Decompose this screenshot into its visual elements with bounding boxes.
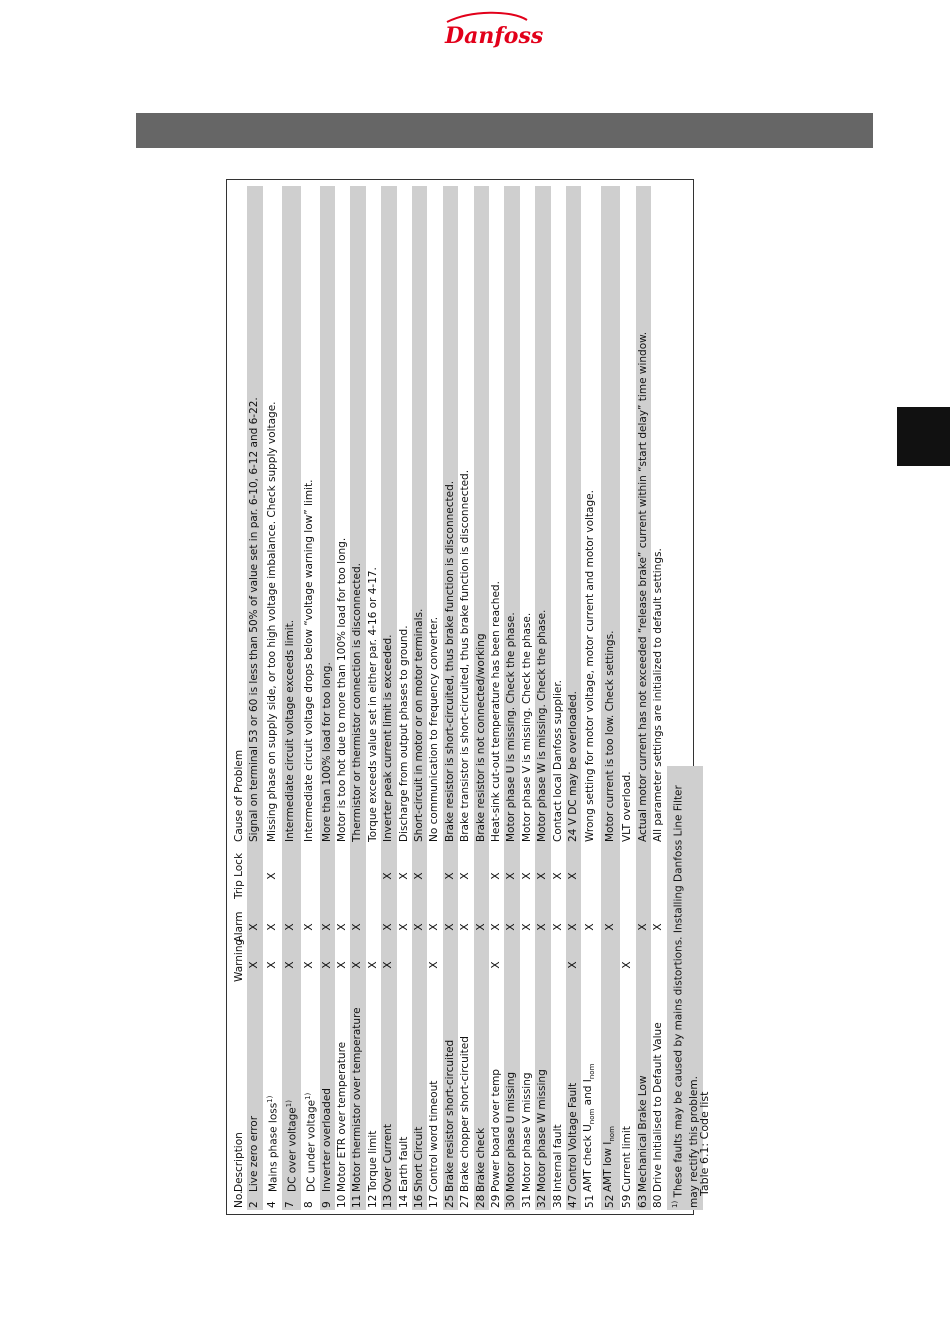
header-trip-lock: Trip Lock [233,852,245,900]
row-no: 63 [636,1194,651,1210]
row-no: 16 [412,1194,427,1210]
description-text: Earth fault [397,1136,410,1192]
row-description [412,984,427,1194]
row-warning-mark [397,946,412,984]
row-alarm-mark [366,908,381,946]
row-cause: Torque exceeds value set in either par. 4-16 or 4-17. [366,567,379,842]
row-alarm-mark: X [282,908,301,946]
danfoss-logo [441,12,544,52]
row-cause: No communication to frequency converter. [428,616,441,842]
table-row [247,186,262,1210]
row-warning-mark [551,946,566,984]
row-no: 30 [504,1194,519,1210]
row-warning-mark: X [366,961,379,969]
row-warning-mark: X [320,946,335,984]
row-trip-lock-mark: X [443,844,458,908]
row-alarm-mark: X [636,908,651,946]
table-row [620,186,635,1210]
table-row [397,186,412,1210]
row-cause: All parameter settings are initialized to default settings. [652,548,665,842]
row-no: 10 [335,1194,348,1208]
header-alarm: Alarm [233,911,245,943]
table-row [551,186,566,1210]
table-caption: Table 6.1: Code list [698,1091,711,1196]
row-alarm-mark: X [412,908,427,946]
row-no: 7 [282,1194,301,1210]
description-text: Motor thermistor over temperature [351,1007,364,1192]
row-warning-mark [412,946,427,984]
row-cause: Motor is too hot due to more than 100% load for too long. [335,537,348,842]
row-warning-mark [651,946,666,984]
row-no: 52 [601,1194,621,1210]
row-description [320,984,335,1194]
row-description [366,984,381,1194]
description-text: DC under voltage [305,1099,318,1192]
row-no: 9 [320,1194,335,1210]
row-cause: Contact local Danfoss supplier. [551,679,564,842]
row-description [620,984,635,1194]
table-row [581,186,601,1210]
row-no: 4 [265,1201,278,1208]
row-alarm-mark: X [652,923,665,931]
row-warning-mark: X [282,946,301,984]
row-description [397,984,412,1194]
row-cause: VLT overload. [621,771,634,842]
row-alarm-mark: X [601,908,621,946]
table-row [504,186,519,1210]
row-trip-lock-mark [474,844,489,908]
row-cause: Motor current is too low. Check settings. [601,186,621,844]
row-trip-lock-mark: X [490,872,502,880]
row-cause: Motor phase W is missing. Check the phase. [535,186,550,844]
description-text: AMT check U [582,1124,595,1192]
row-description [427,984,442,1194]
row-description [535,984,550,1194]
row-warning-mark [443,946,458,984]
row-description [566,984,581,1194]
row-warning-mark [504,946,519,984]
row-alarm-mark: X [551,923,564,931]
row-no: 80 [652,1194,665,1208]
row-alarm-mark: X [520,923,533,931]
row-alarm-mark: X [350,908,365,946]
row-trip-lock-mark [620,844,635,908]
row-no: 14 [397,1194,410,1208]
table-row [263,186,282,1210]
row-no: 59 [621,1194,634,1208]
row-trip-lock-mark: X [381,844,396,908]
row-warning-mark [520,946,535,984]
table-row [412,186,427,1210]
row-description [381,984,396,1194]
row-description [282,984,301,1194]
row-cause: Intermediate circuit voltage drops below “voltage warning low” limit. [303,479,316,842]
row-no: 2 [247,1194,262,1210]
description-text: Brake chopper short-circuited [459,1036,472,1192]
row-trip-lock-mark [320,844,335,908]
row-trip-lock-mark: X [520,872,533,880]
row-alarm-mark: X [535,908,550,946]
row-description [350,984,365,1194]
description-text: Drive Initialised to Default Value [652,1022,665,1192]
row-alarm-mark: X [397,923,410,931]
table-row [636,186,651,1210]
description-sub1: nom [588,1108,597,1125]
header-warning: Warning [233,938,245,982]
row-trip-lock-mark [427,844,442,908]
table-row [489,186,504,1210]
row-warning-mark: X [247,946,262,984]
row-warning-mark: X [566,946,581,984]
code-list-table-container [232,186,700,1210]
row-alarm-mark: X [335,923,348,931]
row-warning-mark: X [265,961,278,969]
row-trip-lock-mark: X [265,872,278,880]
row-cause: Heat-sink cut-out temperature has been reached. [490,581,502,842]
table-row [381,186,396,1210]
row-trip-lock-mark [301,844,320,908]
row-alarm-mark: X [566,908,581,946]
table-row [566,186,581,1210]
row-cause: Brake resistor is not connected/working [474,186,489,844]
row-warning-mark: X [490,961,502,969]
description-text: Over Current [382,1123,395,1192]
row-no: 11 [350,1194,365,1210]
row-alarm-mark: X [443,908,458,946]
row-cause: Motor phase V is missing. Check the phase. [520,612,533,842]
row-description [301,984,320,1194]
row-warning-mark [458,946,473,984]
row-cause: Brake resistor is short-circuited, thus brake function is disconnected. [443,186,458,844]
row-alarm-mark: X [303,923,316,931]
table-row [535,186,550,1210]
row-warning-mark [581,946,601,984]
row-no: 12 [366,1194,379,1208]
row-trip-lock-mark: X [566,844,581,908]
row-no: 28 [474,1194,489,1210]
description-text: Power board over temp [490,1069,502,1192]
row-trip-lock-mark [335,844,350,908]
table-header-row [232,186,247,1210]
row-trip-lock-mark [350,844,365,908]
row-no: 27 [459,1194,472,1208]
row-no: 31 [520,1194,533,1208]
table-row [458,186,473,1210]
row-warning-mark: X [350,946,365,984]
row-cause: Brake transistor is short-circuited, thus brake function is disconnected. [459,469,472,842]
description-text: Brake resistor short-circuited [443,1039,456,1192]
row-no: 47 [566,1194,581,1210]
header-no: No. [233,1190,245,1208]
row-description [247,984,262,1194]
table-row [443,186,458,1210]
footnote-text: These faults may be caused by mains distortions. Installing Danfoss Line Filter may rectify this problem. [672,785,700,1208]
row-cause: Wrong setting for motor voltage, motor current and motor voltage. [584,490,597,842]
row-warning-mark: X [335,961,348,969]
row-cause: Thermistor or thermistor connection is disconnected. [350,186,365,844]
row-cause: Discharge from output phases to ground. [397,625,410,842]
table-row [335,186,350,1210]
row-cause: Intermediate circuit voltage exceeds limit. [282,186,301,844]
row-trip-lock-mark [581,844,601,908]
row-description [520,984,535,1194]
table-row [427,186,442,1210]
row-description [601,984,621,1194]
chapter-tab [897,407,950,466]
description-text: Live zero error [248,1115,261,1192]
row-alarm-mark: X [428,923,441,931]
description-text: Inverter overloaded [320,1088,333,1192]
row-cause: Inverter peak current limit is exceeded. [381,186,396,844]
table-row [320,186,335,1210]
table-row [282,186,301,1210]
row-warning-mark [636,946,651,984]
row-warning-mark: X [428,961,441,969]
description-text: DC over voltage [286,1107,299,1192]
description-text: Control Voltage Fault [567,1082,580,1192]
description-text: Motor phase U missing [505,1071,518,1192]
row-trip-lock-mark [282,844,301,908]
row-trip-lock-mark: X [504,844,519,908]
header-cause: Cause of Problem [233,749,245,842]
row-cause: 24 V DC may be overloaded. [566,186,581,844]
row-alarm-mark: X [504,908,519,946]
row-trip-lock-mark: X [412,844,427,908]
section-header-bar [136,113,873,148]
row-cause: Signal on terminal 53 or 60 is less than 50% of value set in par. 6-10, 6-12 and 6-22. [247,186,262,844]
row-no: 25 [443,1194,458,1210]
description-text: Control word timeout [428,1080,441,1192]
row-description [335,984,350,1194]
row-alarm-mark: X [474,908,489,946]
row-cause: Motor phase U is missing. Check the phase. [504,186,519,844]
row-cause: Actual motor current has not exceeded “release brake” current within “start delay” time window. [636,186,651,844]
description-sup: 1) [265,1095,274,1103]
row-trip-lock-mark [651,844,666,908]
row-description [489,984,504,1194]
row-trip-lock-mark: X [459,872,472,880]
row-alarm-mark: X [490,923,502,931]
description-sub1: nom [608,1126,617,1142]
row-description [581,984,601,1194]
description-text: Brake check [474,1127,487,1192]
row-cause: More than 100% load for too long. [320,186,335,844]
row-trip-lock-mark: X [535,844,550,908]
footnote-mark: 1) [670,1200,679,1208]
description-text: AMT low I [601,1141,614,1192]
row-no: 8 [303,1201,316,1208]
row-alarm-mark [620,908,635,946]
row-trip-lock-mark [601,844,621,908]
table-row [601,186,621,1210]
description-text: Torque limit [366,1130,379,1192]
row-description [458,984,473,1194]
description-sup: 1) [284,1100,293,1108]
row-warning-mark [601,946,621,984]
description-text: Current limit [621,1126,634,1192]
description-sub2: nom [588,1063,597,1080]
description-text: Mains phase loss [267,1102,280,1192]
table-row [474,186,489,1210]
row-alarm-mark: X [247,908,262,946]
row-trip-lock-mark [247,844,262,908]
description-sup: 1) [303,1092,312,1100]
description-text: Internal fault [551,1124,564,1192]
row-no: 38 [551,1194,564,1208]
row-description [263,984,282,1194]
row-no: 29 [490,1194,502,1208]
row-no: 17 [428,1194,441,1208]
row-no: 13 [381,1194,396,1210]
row-description [474,984,489,1194]
row-alarm-mark: X [584,923,597,931]
header-description: Description [233,1132,245,1192]
table-row [301,186,320,1210]
row-alarm-mark: X [459,923,472,931]
code-list-table [232,186,667,1210]
row-alarm-mark: X [265,923,278,931]
row-alarm-mark: X [320,908,335,946]
table-row [651,186,666,1210]
row-trip-lock-mark [366,844,381,908]
row-trip-lock-mark: X [397,872,410,880]
table-row [350,186,365,1210]
row-no: 32 [535,1194,550,1210]
row-description [443,984,458,1194]
row-description [651,984,666,1194]
row-alarm-mark: X [381,908,396,946]
row-cause: Short-circuit in motor or on motor terminals. [412,186,427,844]
description-text: Motor phase W missing [536,1069,549,1192]
row-cause: Missing phase on supply side, or too high voltage imbalance. Check supply voltage. [265,401,278,842]
row-warning-mark [474,946,489,984]
row-description [551,984,566,1194]
table-row [366,186,381,1210]
table-row [520,186,535,1210]
row-warning-mark: X [303,961,316,969]
description-text: Short Circuit [412,1126,425,1192]
row-warning-mark [535,946,550,984]
row-trip-lock-mark [636,844,651,908]
row-description [504,984,519,1194]
row-description [636,984,651,1194]
row-trip-lock-mark: X [551,872,564,880]
description-text: Mechanical Brake Low [636,1075,649,1192]
row-warning-mark: X [381,946,396,984]
row-warning-mark: X [621,961,634,969]
svg-text:Danfoss: Danfoss [445,23,544,49]
description-text: Motor phase V missing [520,1072,533,1192]
description-mid: and I [582,1079,595,1109]
description-text: Motor ETR over temperature [335,1041,348,1192]
row-no: 51 [584,1194,597,1208]
